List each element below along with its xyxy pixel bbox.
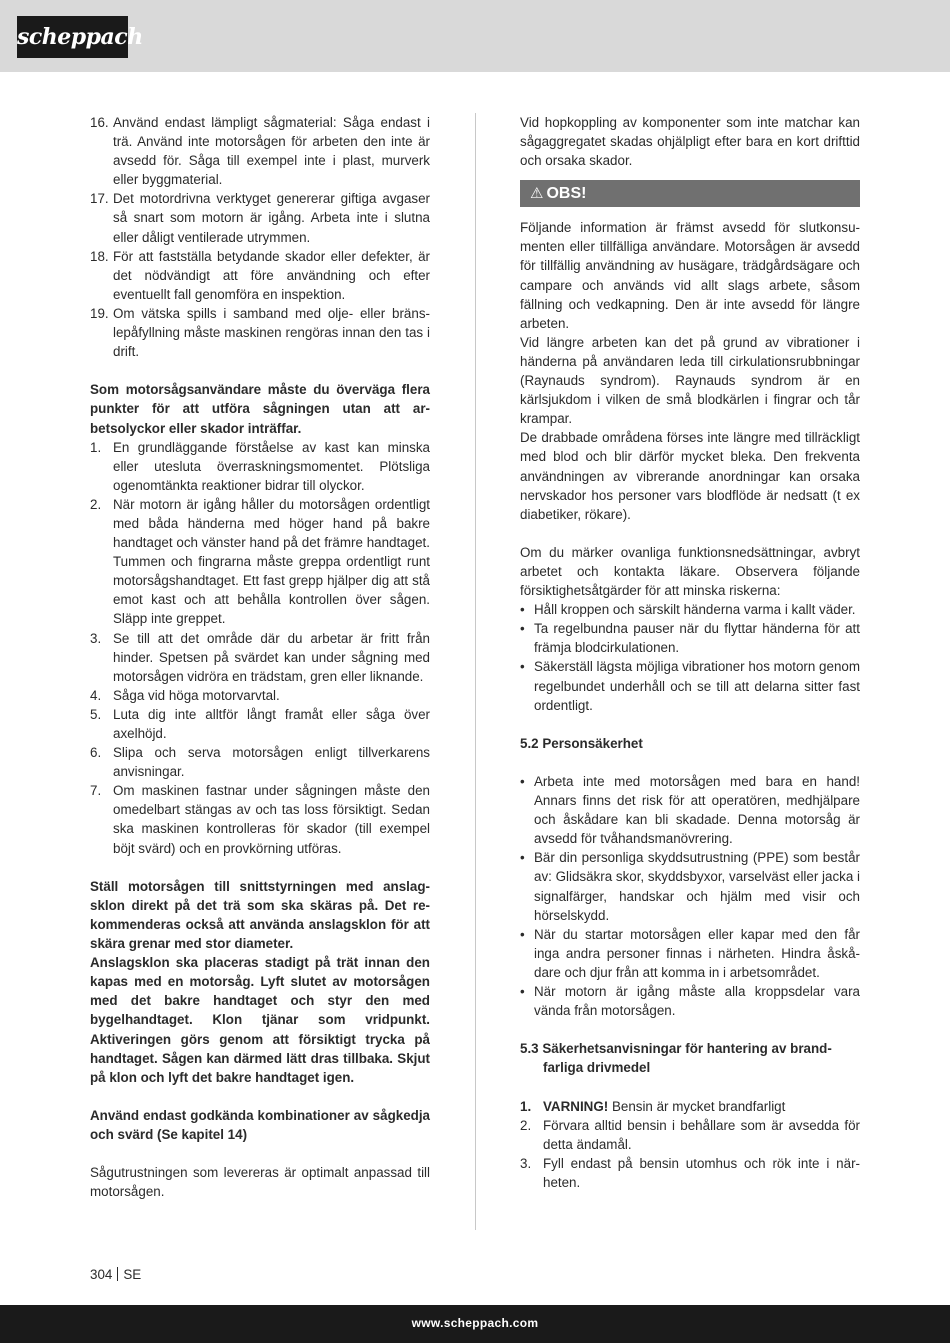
list-item: 3. Se till att det område där du arbetar är fritt från hinder. Spetsen på svärdet kan under sågning med motorsågen vidröra en trädstam, gren eller liknande. xyxy=(90,630,430,684)
list-item: 1. En grundläggande förståelse av kast kan minska eller utesluta överraskningsmomentet. Plötsliga ogenomtänkta reaktioner bidrar till olyckor. xyxy=(90,439,430,493)
list-item: 17. Det motordrivna verktyget genererar giftiga avgaser så snart som motorn är igång. Arbeta inte i slutna eller dåligt ventilerade utrymmen. xyxy=(90,191,430,245)
paragraph: Sågutrustningen som levereras är optimalt anpassad till motorsågen. xyxy=(90,1165,430,1200)
section-heading: 5.3 Säkerhetsanvisningar för hantering av brandfarliga drivmedel xyxy=(520,1041,832,1076)
list-item: 16. Använd endast lämpligt sågmaterial: Såga endast i trä. Använd inte motorsågen för arbeten den inte är avsedd för. Såga till exempel inte i plast, murverk eller byggmaterial. xyxy=(90,115,430,188)
list-item: 6. Slipa och serva motorsågen enligt tillverkarens anvisningar. xyxy=(90,745,430,780)
bold-paragraph: Använd endast godkända kombinationer av sågkedja och svärd (Se kapitel 14) xyxy=(90,1107,430,1142)
list-item: 2. Förvara alltid bensin i behållare som är avsedda för detta ändamål. xyxy=(520,1117,860,1152)
list-item: 2. När motorn är igång håller du motorsågen ordentligt med båda händerna med höger hand på bakre handtaget och vänster hand på det främre handtaget. Tummen och fingrarna måste greppa ordentligt runt motorsågshandtaget. Ett fast grepp hjälper dig att stå emot kast och att behålla kontrollen över sågen. Släpp inte greppet. xyxy=(90,496,430,627)
bullet-icon: • xyxy=(520,659,525,675)
fuel-list xyxy=(520,1097,860,1192)
website-link[interactable]: www.scheppach.com xyxy=(411,1316,539,1330)
bullet-icon: • xyxy=(520,621,525,637)
list-item: 3. Fyll endast på bensin utomhus och rök inte i närheten. xyxy=(520,1155,860,1190)
left-column xyxy=(90,113,430,1201)
bold-paragraph: Anslagsklon ska placeras stadigt på trät innan den kapas med en motorsåg. Lyft slutet av motorsågen med det bakre handtaget och styr den med bygelhandtaget. Klon tjänar som vridpunkt. Aktiveringen görs genom att försiktigt trycka på handtaget. Sågen kan därmed lätt dras tillbaka. Skjut på klon och lyft det bakre handtaget igen. xyxy=(90,955,430,1085)
list-item: • När motorn är igång måste alla kroppsdelar vara vända från motorsågen. xyxy=(520,984,860,1019)
page-number: 304 SE xyxy=(90,1267,142,1282)
list-item: • Arbeta inte med motorsågen med bara en hand! Annars finns det risk för att operatören, medhjälpare och åskådare kan bli skadade. Denna motorsåg är avsedd för tvåhandsmanövrering. xyxy=(520,774,860,847)
list-item: • När du startar motorsågen eller kapar med den får inga andra personer finnas i närheten. Hindra åskådare och djur från att komma in i arbetsområdet. xyxy=(520,926,860,980)
list-item: 1. VARNING! Bensin är mycket brandfarligt xyxy=(520,1098,786,1114)
obs-label: OBS! xyxy=(546,185,587,203)
paragraph: Vid längre arbeten kan det på grund av vibrationer i händerna på användaren leda till cirkulationsrubbningar (Raynauds syndrom). Raynauds syndrom är en kärlsjukdom i vilken de små blodkärlen i fingrar och tår krampar. xyxy=(520,334,860,427)
list-item: 7. Om maskinen fastnar under sågningen måste den omedelbart stängas av och tas loss försiktigt. Sedan ska maskinen kontrolleras för skador (till exempel böjt svärd) och en provkörning utföras. xyxy=(90,783,430,856)
column-divider xyxy=(475,113,476,1230)
paragraph: Vid hopkoppling av komponenter som inte matchar kan sågaggregatet skadas ohjälpligt efter bara en kort drifttid och orsaka skador. xyxy=(520,115,860,169)
list-item: • Håll kroppen och särskilt händerna varma i kallt väder. xyxy=(520,600,860,619)
footer-band xyxy=(0,1305,950,1343)
section-heading: 5.2 Personsäkerhet xyxy=(520,735,643,751)
scheppach-logo: scheppach xyxy=(17,16,128,58)
personal-safety-list xyxy=(520,772,860,1020)
obs-warning-banner xyxy=(520,180,860,207)
bullet-icon: • xyxy=(520,602,525,618)
paragraph: Om du märker ovanliga funktionsnedsättningar, avbryt arbetet och kontakta läkare. Observera följande försiktighetsåtgärder för att minska riskerna: xyxy=(520,544,860,599)
list-item: 18. För att fastställa betydande skador eller defekter, är det nödvändigt att före användning och efter eventuellt fall genomföra en inspektion. xyxy=(90,248,430,302)
paragraph: De drabbade områdena förses inte längre med tillräckligt med blod och blir därför mycket bleka. Den frekventa användningen av vibrerande anordningar kan orsaka nervskador hos personer vars blodflöde är nedsatt (t ex diabetiker, rökare). xyxy=(520,430,860,522)
paragraph: Följande information är främst avsedd för slutkonsumenten eller tillfälliga användare. Motorsågen är avsedd för tillfällig användning av husägare, trädgårdsägare och campare och används vid allt slags arbete, såsom fällning och vedkapning. Den är inte avsedd för längre arbeten. xyxy=(520,220,860,331)
safety-list-16-19 xyxy=(90,113,430,361)
bullet-icon: • xyxy=(520,774,525,789)
list-item: 5. Luta dig inte alltför långt framåt eller såga över axelhöjd. xyxy=(90,706,430,741)
bullet-icon: • xyxy=(520,926,525,942)
list-item: • Säkerställ lägsta möjliga vibrationer hos motorn genom regelbundet underhåll och se till att delarna sitter fast ordentligt. xyxy=(520,659,860,713)
list-item: 4. Såga vid höga motorvarvtal. xyxy=(90,687,280,703)
right-column xyxy=(520,113,860,1192)
bullet-icon: • xyxy=(520,850,525,866)
list-item: 19. Om vätska spills i samband med olje- eller bränslepåfyllning måste maskinen rengöras innan den tas i drift. xyxy=(90,305,430,360)
bold-paragraph: Ställ motorsågen till snittstyrningen med anslagsklon direkt på det trä som ska skäras på. Det rekommenderas också att använda anslagsklon för att skära grenar med stor diameter. xyxy=(90,878,430,952)
section-heading: Som motorsågsanvändare måste du överväga flera punkter för att utföra sågningen utan att arbetsolyckor eller skador inträffar. xyxy=(90,382,430,436)
list-item: • Bär din personliga skyddsutrustning (PPE) som består av: Glidsäkra skor, skyddsbyxor, varselväst eller jacka i signalfärger, handskar och hjälm med visir och hörselskydd. xyxy=(520,850,860,923)
warning-triangle-icon: ⚠ xyxy=(530,185,544,203)
kickback-list xyxy=(90,438,430,858)
bullet-icon: • xyxy=(520,984,525,1000)
precaution-list xyxy=(520,600,860,715)
list-item: • Ta regelbundna pauser när du flyttar händerna för att främja blodcirkulationen. xyxy=(520,621,860,656)
header-band xyxy=(0,0,950,72)
